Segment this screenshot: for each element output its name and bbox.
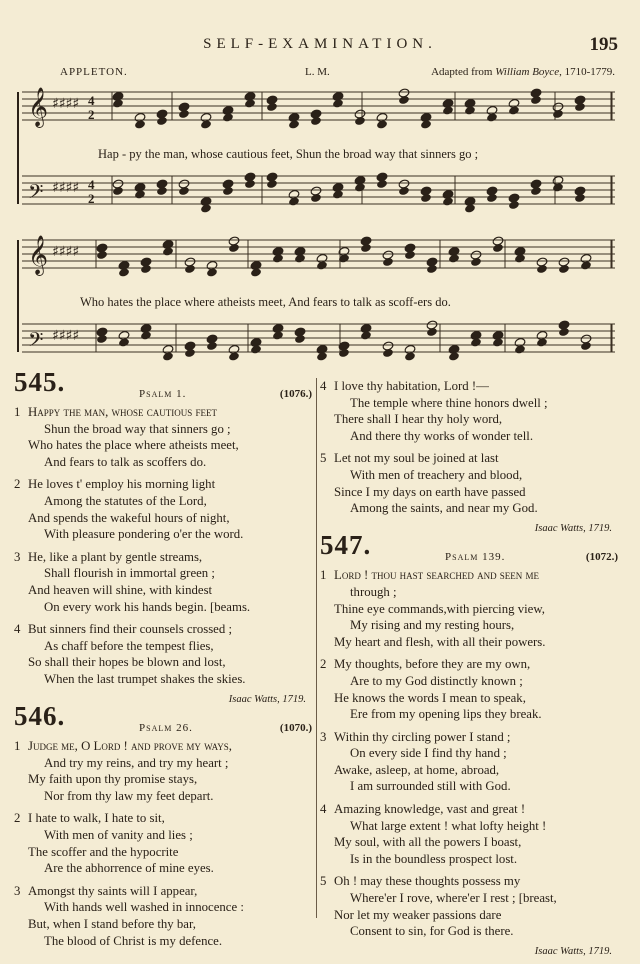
- verse-line: He knows the words I mean to speak,: [334, 690, 526, 705]
- verse: [14, 549, 312, 615]
- verse-line: Since I my days on earth have passed: [334, 484, 526, 499]
- verse-number: 3: [14, 549, 21, 564]
- verse-line: 4 Amazing knowledge, vast and great !: [320, 802, 526, 817]
- verse-line: On every work his hands begin. [beams.: [44, 599, 251, 614]
- verse-line: through ;: [350, 584, 397, 599]
- verse-number: 5: [320, 451, 327, 466]
- verse-line: With men of vanity and lies ;: [44, 828, 193, 843]
- verse-line: There shall I hear thy holy word,: [334, 412, 503, 427]
- verse-line: Nor let my weaker passions dare: [334, 907, 502, 922]
- verse-line: 2 He loves t' employ his morning light: [14, 477, 216, 492]
- tune-name: APPLETON.: [60, 66, 128, 78]
- verse-line: Ere from my opening lips they break.: [350, 707, 542, 722]
- verse-line: 3 Amongst thy saints will I appear,: [14, 883, 198, 898]
- verse: [320, 450, 618, 516]
- verse-line: 1 Happy the man, whose cautious feet: [14, 405, 217, 419]
- hymn-546-continued: [320, 378, 618, 537]
- verse-number: 4: [14, 622, 21, 637]
- verse-line: 5 Oh ! may these thoughts possess my: [320, 874, 521, 889]
- verse-line: As chaff before the tempest flies,: [44, 638, 214, 653]
- verse: [320, 378, 618, 444]
- verse-line: And try my reins, and try my heart ;: [44, 755, 229, 770]
- verse-line: So shall their hopes be blown and lost,: [28, 655, 226, 670]
- column-right: [320, 378, 618, 964]
- hymn-547: [320, 530, 618, 960]
- verse-line: Consent to sin, for God is there.: [350, 924, 514, 939]
- verse-line: When the last trumpet shakes the skies.: [44, 671, 246, 686]
- verse-number: 2: [14, 811, 21, 826]
- verse-line: And fears to talk as scoffers do.: [44, 454, 207, 469]
- verse-number: 3: [320, 729, 327, 744]
- verse-line: What large extent ! what lofty height !: [350, 818, 547, 833]
- verse-line: Among the statutes of the Lord,: [44, 493, 207, 508]
- treble-clef-icon: 𝄞: [28, 87, 49, 127]
- verse-line: Shun the broad way that sinners go ;: [44, 421, 231, 436]
- treble-clef-icon: 𝄞: [28, 235, 49, 275]
- verse-line: 3 Within thy circling power I stand ;: [320, 729, 511, 744]
- verse-number: 5: [320, 874, 327, 889]
- verse-line: With pleasure pondering o'er the word.: [44, 527, 244, 542]
- composer-name: William Boyce: [495, 66, 560, 78]
- hymn-number: 547.: [320, 530, 372, 561]
- verse-line: Nor from thy law my feet depart.: [44, 788, 214, 803]
- verse-line: And heaven will shine, with kindest: [28, 582, 213, 597]
- key-signature-icon: ♯♯♯♯: [52, 244, 80, 260]
- hymn-ref: (1076.): [279, 388, 312, 400]
- lyric-line-2: Who hates the place where atheists meet, And fears to talk as scoff-ers do.: [80, 295, 451, 309]
- hymn-ref: (1070.): [279, 722, 312, 735]
- verse: [14, 810, 312, 876]
- verse-line: The scoffer and the hypocrite: [28, 844, 179, 859]
- verse: [14, 476, 312, 542]
- verse-number: 1: [14, 739, 21, 754]
- hymn-attribution: Isaac Watts, 1719.: [534, 522, 612, 534]
- key-signature-icon: ♯♯♯♯: [52, 180, 80, 196]
- verse-number: 2: [320, 657, 327, 672]
- time-signature-bottom: 2: [88, 107, 95, 122]
- verse: [14, 738, 312, 804]
- key-signature-icon: ♯♯♯♯: [52, 96, 80, 112]
- hymn-545: [14, 367, 312, 708]
- verse-line: My soul, with all the powers I boast,: [334, 835, 522, 850]
- verse-line: 3 He, like a plant by gentle streams,: [14, 549, 203, 564]
- verse-line: My heart and flesh, with all their powers.: [334, 634, 546, 649]
- verse-number: 4: [320, 379, 327, 393]
- verse-number: 2: [14, 477, 21, 492]
- column-left: [14, 367, 312, 955]
- verse: [14, 404, 312, 470]
- verse-line: Are the abhorrence of mine eyes.: [44, 861, 214, 876]
- time-signature-top: 4: [88, 177, 95, 192]
- music-score: [0, 0, 640, 370]
- verse-line: I am surrounded still with God.: [350, 779, 511, 794]
- verse: [14, 883, 312, 949]
- verse-line: 1 Lord ! thou hast searched and seen me: [320, 568, 539, 583]
- verse: [14, 621, 312, 687]
- verse-line: With men of treachery and blood,: [350, 467, 523, 482]
- column-divider: [316, 378, 317, 918]
- verse-line: 4 But sinners find their counsels crossed ;: [14, 622, 233, 637]
- hymn-ref: (1072.): [585, 551, 618, 564]
- verse-number: 4: [320, 802, 327, 817]
- tune-attribution: Adapted from William Boyce, 1710-1779.: [431, 66, 615, 78]
- verse-line: On every side I find thy hand ;: [350, 746, 507, 761]
- verse-line: The blood of Christ is my defence.: [44, 933, 223, 948]
- verse-line: 5 Let not my soul be joined at last: [320, 451, 499, 466]
- verse-line: The temple where thine honors dwell ;: [350, 395, 548, 410]
- verse-number: 1: [320, 568, 327, 583]
- hymn-number: 546.: [14, 701, 66, 732]
- verse: [320, 801, 618, 867]
- verse-line: Among the saints, and near my God.: [350, 501, 538, 516]
- verse-line: Shall flourish in immortal green ;: [44, 566, 215, 581]
- verse-line: My faith upon thy promise stays,: [28, 772, 198, 787]
- verse-line: 4 I love thy habitation, Lord !—: [320, 379, 489, 393]
- verse-line: 1 Judge me, O Lord ! and prove my ways,: [14, 739, 232, 754]
- hymn-psalm: Psalm 1.: [139, 388, 187, 400]
- verse-line: Is in the boundless prospect lost.: [350, 851, 518, 866]
- verse-line: Thine eye commands,with piercing view,: [334, 601, 545, 616]
- verse-line: Are to my God distinctly known ;: [350, 673, 523, 688]
- verse-line: 2 I hate to walk, I hate to sit,: [14, 811, 165, 826]
- page-title: SELF-EXAMINATION.: [203, 36, 437, 52]
- verse-line: Awake, asleep, at home, abroad,: [334, 762, 500, 777]
- bass-clef-icon: 𝄢: [28, 328, 44, 356]
- verse-line: 2 My thoughts, before they are my own,: [320, 657, 531, 672]
- verse: [320, 729, 618, 795]
- verse-line: And spends the wakeful hours of night,: [28, 510, 230, 525]
- verse: [320, 567, 618, 650]
- page-number: 195: [589, 34, 618, 55]
- time-signature-bottom: 2: [88, 191, 95, 206]
- hymn-psalm: Psalm 139.: [445, 551, 506, 564]
- verse-line: And there thy works of wonder tell.: [350, 428, 534, 443]
- verse-line: But, when I stand before thy bar,: [28, 917, 196, 932]
- verse-line: Who hates the place where atheists meet,: [28, 438, 239, 453]
- time-signature-top: 4: [88, 93, 95, 108]
- verse-line: With hands well washed in innocence :: [44, 900, 244, 915]
- key-signature-icon: ♯♯♯♯: [52, 328, 80, 344]
- verse-number: 1: [14, 405, 21, 419]
- hymn-number: 545.: [14, 367, 66, 397]
- lyric-line-1: Hap - py the man, whose cautious feet, Shun the broad way that sinners go ;: [98, 147, 479, 161]
- hymn-psalm: Psalm 26.: [139, 722, 193, 735]
- verse-number: 3: [14, 883, 21, 898]
- verse: [320, 873, 618, 939]
- bass-clef-icon: 𝄢: [28, 180, 44, 208]
- verse-line: My rising and my resting hours,: [350, 618, 515, 633]
- tune-meter: L. M.: [305, 66, 330, 78]
- hymn-attribution: Isaac Watts, 1719.: [534, 945, 612, 957]
- hymn-546: [14, 701, 312, 949]
- verse: [320, 656, 618, 722]
- verse-line: Where'er I rove, where'er I rest ; [breast,: [350, 891, 557, 906]
- hymn-attribution: Isaac Watts, 1719.: [228, 693, 306, 705]
